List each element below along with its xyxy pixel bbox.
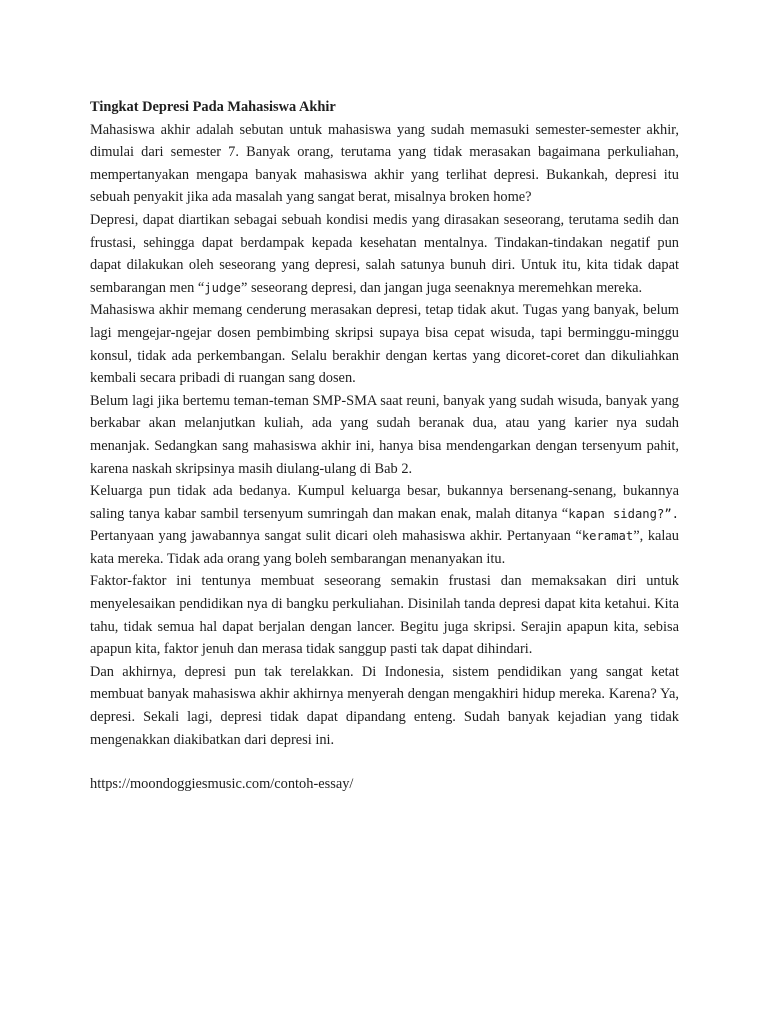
paragraph-text: ”, kalau kata mereka. Tidak ada orang yang boleh sembarangan menanyakan itu. <box>90 528 679 567</box>
paragraph-text: Depresi, dapat diartikan sebagai sebuah kondisi medis yang dirasakan seseorang, terutama sedih dan frustasi, sehingga dapat berdampak kepada kesehatan mentalnya. Tindakan-tindakan negatif pun dapat dilakukan oleh seseorang yang depresi, salah satunya bunuh diri. Untuk itu, kita tidak dapat sembarangan men “ <box>90 211 679 296</box>
paragraph-text: Pertanyaan yang jawabannya sangat sulit dicari oleh mahasiswa akhir. Pertanyaan “ <box>90 528 582 545</box>
source-url: https://moondoggiesmusic.com/contoh-essay/ <box>90 776 354 793</box>
paragraph-text: Mahasiswa akhir memang cenderung merasakan depresi, tetap tidak akut. Tugas yang banyak, belum lagi mengejar-ngejar dosen pembimbing skripsi supaya bisa cepat wisuda, tapi berminggu-minggu konsul, tidak ada perkembangan. Selalu berakhir dengan kertas yang dicoret-coret dan dikuliahkan kembali secara pribadi di ruangan sang dosen. <box>90 302 679 387</box>
paragraph-2 <box>90 209 679 299</box>
paragraph-6 <box>90 570 679 660</box>
paragraph-text: Faktor-faktor ini tentunya membuat seseorang semakin frustasi dan memaksakan diri untuk menyelesaikan pendidikan nya di bangku perkuliahan. Disinilah tanda depresi dapat kita ketahui. Kita tahu, tidak semua hal dapat berjalan dengan lancer. Begitu juga skripsi. Serajin apapun kita, sebisa apapun kita, faktor jenuh dan merasa tidak sanggup pasti tak dapat dihindari. <box>90 573 679 658</box>
paragraph-mono-term: keramat <box>581 529 634 544</box>
paragraph-text: Dan akhirnya, depresi pun tak terelakkan. Di Indonesia, sistem pendidikan yang sangat ketat membuat banyak mahasiswa akhir akhirnya menyerah dengan mengakhiri hidup mereka. Karena? Ya, depresi. Sekali lagi, depresi tidak dapat dipandang enteng. Sudah banyak kejadian yang tidak mengenakkan diakibatkan dari depresi ini. <box>90 663 679 748</box>
document-page <box>90 96 679 796</box>
paragraph-4 <box>90 390 679 480</box>
paragraph-mono-term: kapan sidang?”. <box>568 506 679 521</box>
paragraph-text: Mahasiswa akhir adalah sebutan untuk mahasiswa yang sudah memasuki semester-semester akhir, dimulai dari semester 7. Banyak orang, terutama yang tidak merasakan bagaimana perkuliahan, mempertanyakan mengapa banyak mahasiswa akhir yang terlihat depresi. Bukankah, depresi itu sebuah penyakit jika ada masalah yang sangat berat, misalnya broken home? <box>90 121 679 206</box>
document-title: Tingkat Depresi Pada Mahasiswa Akhir <box>90 99 336 115</box>
paragraph-mono-term: judge <box>204 280 241 295</box>
paragraph-text: Belum lagi jika bertemu teman-teman SMP-SMA saat reuni, banyak yang sudah wisuda, banyak yang berkabar akan melanjutkan kuliah, ada yang sudah beranak dua, atau yang karier nya sudah menanjak. Sedangkan sang mahasiswa akhir ini, hanya bisa mendengarkan dengan tersenyum pahit, karena naskah skripsinya masih diulang-ulang di Bab 2. <box>90 392 679 477</box>
paragraph-text: ” seseorang depresi, dan jangan juga seenaknya meremehkan mereka. <box>240 279 643 296</box>
document-body <box>90 119 679 752</box>
paragraph-text: Keluarga pun tidak ada bedanya. Kumpul keluarga besar, bukannya bersenang-senang, bukannya saling tanya kabar sambil tersenyum sumringah dan makan enak, malah ditanya “ <box>90 483 679 522</box>
paragraph-5 <box>90 480 679 570</box>
paragraph-3 <box>90 299 679 389</box>
paragraph-1 <box>90 119 679 209</box>
paragraph-7 <box>90 661 679 751</box>
